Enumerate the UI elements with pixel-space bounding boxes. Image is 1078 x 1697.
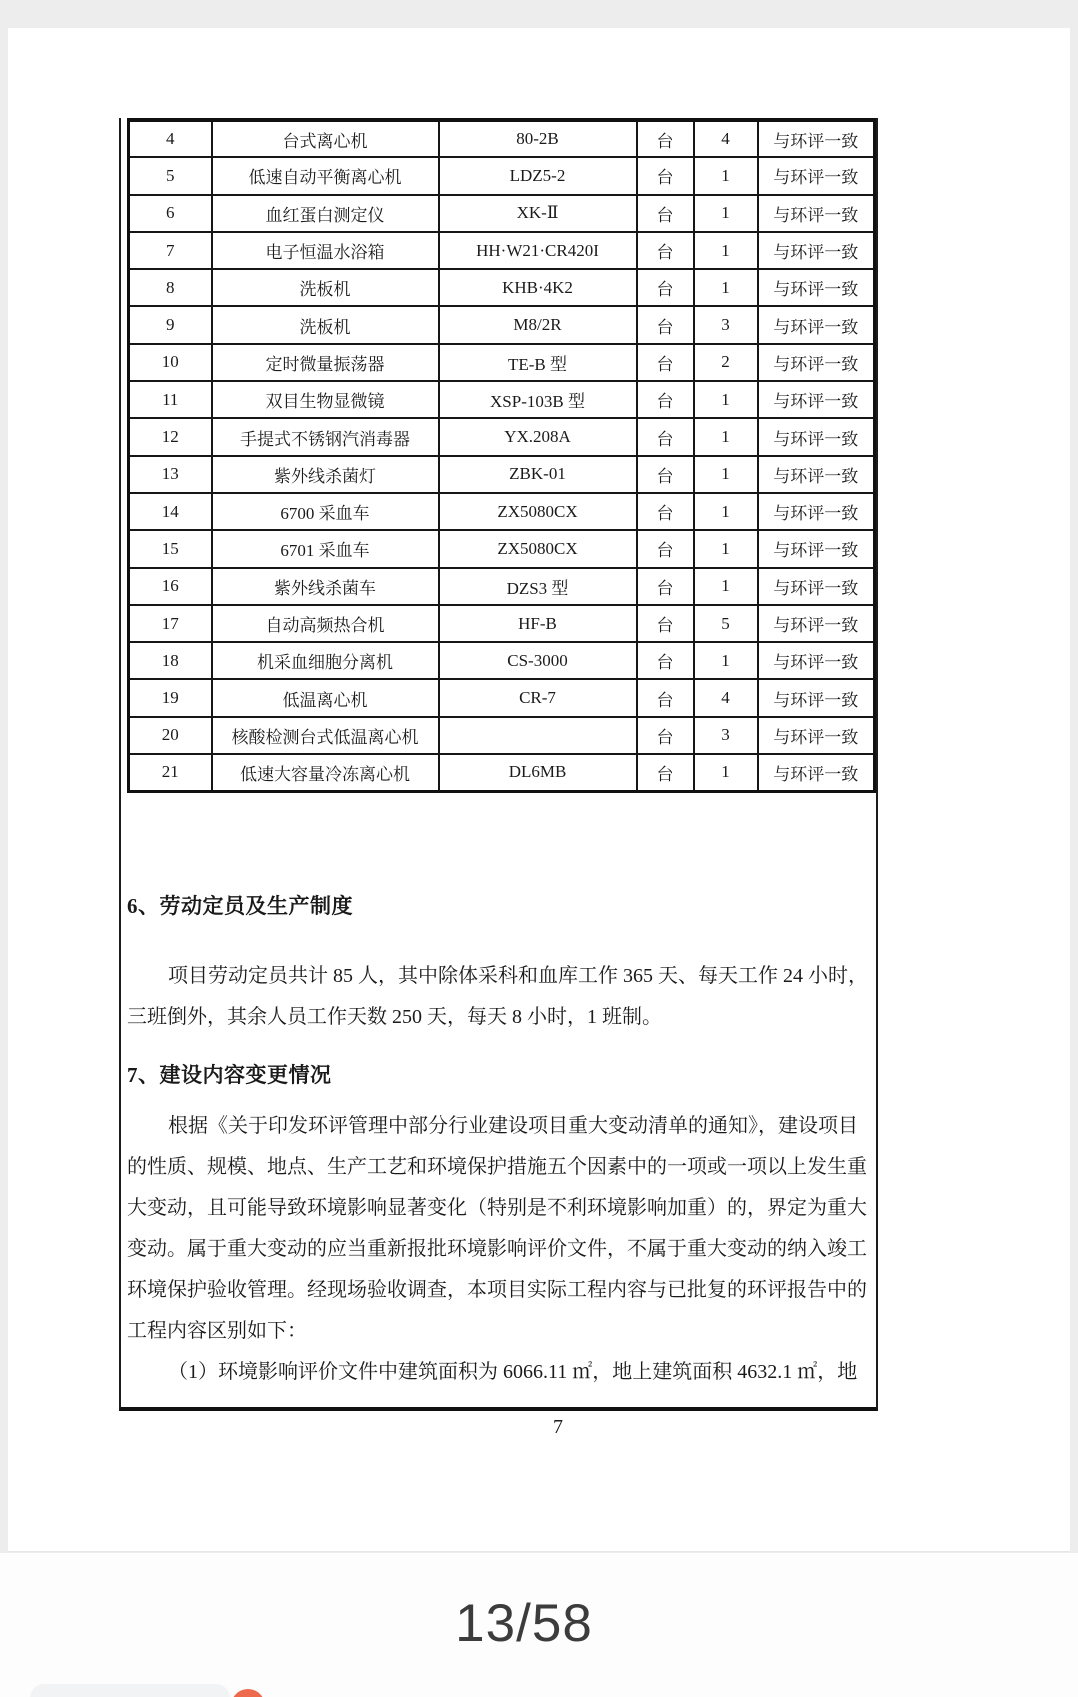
table-row (129, 157, 875, 194)
equipment-table-body (129, 120, 875, 791)
cell-no: 5 (129, 157, 212, 194)
cell-name: 6700 采血车 (212, 493, 439, 530)
cell-qty: 1 (694, 642, 758, 679)
cell-name: 双目生物显微镜 (212, 381, 439, 418)
cell-unit: 台 (637, 269, 694, 306)
cell-name: 洗板机 (212, 269, 439, 306)
cell-unit: 台 (637, 679, 694, 716)
table-row (129, 717, 875, 754)
table-row (129, 605, 875, 642)
cell-qty: 1 (694, 381, 758, 418)
cell-name: 自动高频热合机 (212, 605, 439, 642)
cell-no: 18 (129, 642, 212, 679)
table-row (129, 344, 875, 381)
cell-name: 洗板机 (212, 306, 439, 343)
cell-unit: 台 (637, 530, 694, 567)
paragraph-line: 环境保护验收管理。经现场验收调查，本项目实际工程内容与已批复的环评报告中的 (127, 1279, 867, 1301)
cell-name: 低速自动平衡离心机 (212, 157, 439, 194)
cell-model: KHB·4K2 (439, 269, 637, 306)
cell-status: 与环评一致 (758, 157, 875, 194)
cell-name: 紫外线杀菌灯 (212, 456, 439, 493)
table-row (129, 530, 875, 567)
cell-no: 4 (129, 120, 212, 157)
cell-status: 与环评一致 (758, 418, 875, 455)
cell-no: 17 (129, 605, 212, 642)
cell-model: DL6MB (439, 754, 637, 791)
cell-no: 12 (129, 418, 212, 455)
section-7-paragraph (127, 1106, 869, 1393)
cell-status: 与环评一致 (758, 717, 875, 754)
cell-qty: 2 (694, 344, 758, 381)
cell-unit: 台 (637, 344, 694, 381)
cell-unit: 台 (637, 195, 694, 232)
cell-model: ZX5080CX (439, 493, 637, 530)
cell-status: 与环评一致 (758, 344, 875, 381)
table-row (129, 381, 875, 418)
cell-unit: 台 (637, 418, 694, 455)
cell-model (439, 717, 637, 754)
viewer-footer (0, 1553, 1078, 1697)
cell-qty: 1 (694, 456, 758, 493)
floating-action-button[interactable] (231, 1689, 265, 1697)
cell-name: 机采血细胞分离机 (212, 642, 439, 679)
cell-model: CS-3000 (439, 642, 637, 679)
table-row (129, 456, 875, 493)
cell-status: 与环评一致 (758, 642, 875, 679)
cell-unit: 台 (637, 568, 694, 605)
cell-qty: 4 (694, 679, 758, 716)
cell-qty: 3 (694, 306, 758, 343)
cell-unit: 台 (637, 120, 694, 157)
cell-status: 与环评一致 (758, 306, 875, 343)
cell-unit: 台 (637, 642, 694, 679)
cell-status: 与环评一致 (758, 754, 875, 791)
cell-model: 80-2B (439, 120, 637, 157)
cell-status: 与环评一致 (758, 568, 875, 605)
cell-qty: 1 (694, 754, 758, 791)
cell-model: ZX5080CX (439, 530, 637, 567)
table-row (129, 120, 875, 157)
cell-no: 10 (129, 344, 212, 381)
equipment-table (127, 118, 876, 793)
cell-model: CR-7 (439, 679, 637, 716)
cell-no: 20 (129, 717, 212, 754)
cell-status: 与环评一致 (758, 120, 875, 157)
cell-qty: 5 (694, 605, 758, 642)
paragraph-line: 大变动，且可能导致环境影响显著变化（特别是不利环境影响加重）的，界定为重大 (127, 1197, 867, 1219)
cell-model: LDZ5-2 (439, 157, 637, 194)
document-frame (119, 118, 878, 1411)
cell-qty: 1 (694, 269, 758, 306)
cell-unit: 台 (637, 717, 694, 754)
section-7-heading: 7、建设内容变更情况 (127, 1063, 332, 1087)
cell-no: 19 (129, 679, 212, 716)
cell-unit: 台 (637, 157, 694, 194)
cell-status: 与环评一致 (758, 381, 875, 418)
cell-no: 9 (129, 306, 212, 343)
cell-qty: 4 (694, 120, 758, 157)
cell-no: 8 (129, 269, 212, 306)
cell-no: 6 (129, 195, 212, 232)
paragraph-line: 的性质、规模、地点、生产工艺和环境保护措施五个因素中的一项或一项以上发生重 (127, 1156, 867, 1178)
section-6-heading: 6、劳动定员及生产制度 (127, 894, 353, 918)
cell-status: 与环评一致 (758, 530, 875, 567)
paragraph-line: （1）环境影响评价文件中建筑面积为 6066.11 ㎡，地上建筑面积 4632.1 ㎡，地 (168, 1361, 858, 1383)
cell-unit: 台 (637, 232, 694, 269)
cell-qty: 1 (694, 493, 758, 530)
cell-model: DZS3 型 (439, 568, 637, 605)
cell-name: 核酸检测台式低温离心机 (212, 717, 439, 754)
cell-name: 定时微量振荡器 (212, 344, 439, 381)
table-row (129, 195, 875, 232)
cell-model: HF-B (439, 605, 637, 642)
cell-no: 13 (129, 456, 212, 493)
cell-status: 与环评一致 (758, 456, 875, 493)
cell-name: 紫外线杀菌车 (212, 568, 439, 605)
cell-qty: 1 (694, 157, 758, 194)
paragraph-line: 根据《关于印发环评管理中部分行业建设项目重大变动清单的通知》，建设项目 (168, 1115, 858, 1137)
table-row (129, 306, 875, 343)
cell-name: 手提式不锈钢汽消毒器 (212, 418, 439, 455)
paragraph-line: 项目劳动定员共计 85 人，其中除体采科和血库工作 365 天、每天工作 24 小时， (168, 965, 868, 987)
doc-page-number: 7 (553, 1416, 563, 1438)
cell-status: 与环评一致 (758, 232, 875, 269)
cell-name: 台式离心机 (212, 120, 439, 157)
cell-name: 6701 采血车 (212, 530, 439, 567)
cell-name: 低速大容量冷冻离心机 (212, 754, 439, 791)
cell-name: 血红蛋白测定仪 (212, 195, 439, 232)
cell-qty: 1 (694, 568, 758, 605)
cell-unit: 台 (637, 754, 694, 791)
cell-status: 与环评一致 (758, 605, 875, 642)
cell-no: 15 (129, 530, 212, 567)
bottom-toolbar-handle[interactable] (30, 1684, 230, 1697)
cell-model: ZBK-01 (439, 456, 637, 493)
page-indicator: 13/58 (455, 1594, 593, 1653)
table-row (129, 269, 875, 306)
cell-qty: 1 (694, 232, 758, 269)
paragraph-line: 变动。属于重大变动的应当重新报批环境影响评价文件，不属于重大变动的纳入竣工 (127, 1238, 867, 1260)
cell-status: 与环评一致 (758, 679, 875, 716)
cell-model: TE-B 型 (439, 344, 637, 381)
cell-no: 7 (129, 232, 212, 269)
document-page[interactable] (8, 28, 1070, 1552)
cell-qty: 1 (694, 195, 758, 232)
section-6-paragraph (127, 956, 869, 1038)
cell-qty: 1 (694, 418, 758, 455)
table-row (129, 568, 875, 605)
table-row (129, 493, 875, 530)
cell-model: XSP-103B 型 (439, 381, 637, 418)
cell-no: 11 (129, 381, 212, 418)
cell-no: 14 (129, 493, 212, 530)
cell-status: 与环评一致 (758, 195, 875, 232)
cell-qty: 3 (694, 717, 758, 754)
cell-unit: 台 (637, 605, 694, 642)
cell-model: YX.208A (439, 418, 637, 455)
cell-qty: 1 (694, 530, 758, 567)
table-row (129, 754, 875, 791)
cell-unit: 台 (637, 306, 694, 343)
cell-model: HH·W21·CR420I (439, 232, 637, 269)
paragraph-line: 三班倒外，其余人员工作天数 250 天，每天 8 小时，1 班制。 (127, 1006, 662, 1028)
cell-status: 与环评一致 (758, 493, 875, 530)
cell-unit: 台 (637, 381, 694, 418)
cell-model: XK-Ⅱ (439, 195, 637, 232)
cell-unit: 台 (637, 493, 694, 530)
cell-no: 16 (129, 568, 212, 605)
table-row (129, 679, 875, 716)
cell-name: 电子恒温水浴箱 (212, 232, 439, 269)
paragraph-line: 工程内容区别如下： (127, 1320, 307, 1342)
cell-unit: 台 (637, 456, 694, 493)
table-row (129, 642, 875, 679)
table-row (129, 418, 875, 455)
cell-name: 低温离心机 (212, 679, 439, 716)
cell-no: 21 (129, 754, 212, 791)
cell-status: 与环评一致 (758, 269, 875, 306)
cell-model: M8/2R (439, 306, 637, 343)
table-row (129, 232, 875, 269)
